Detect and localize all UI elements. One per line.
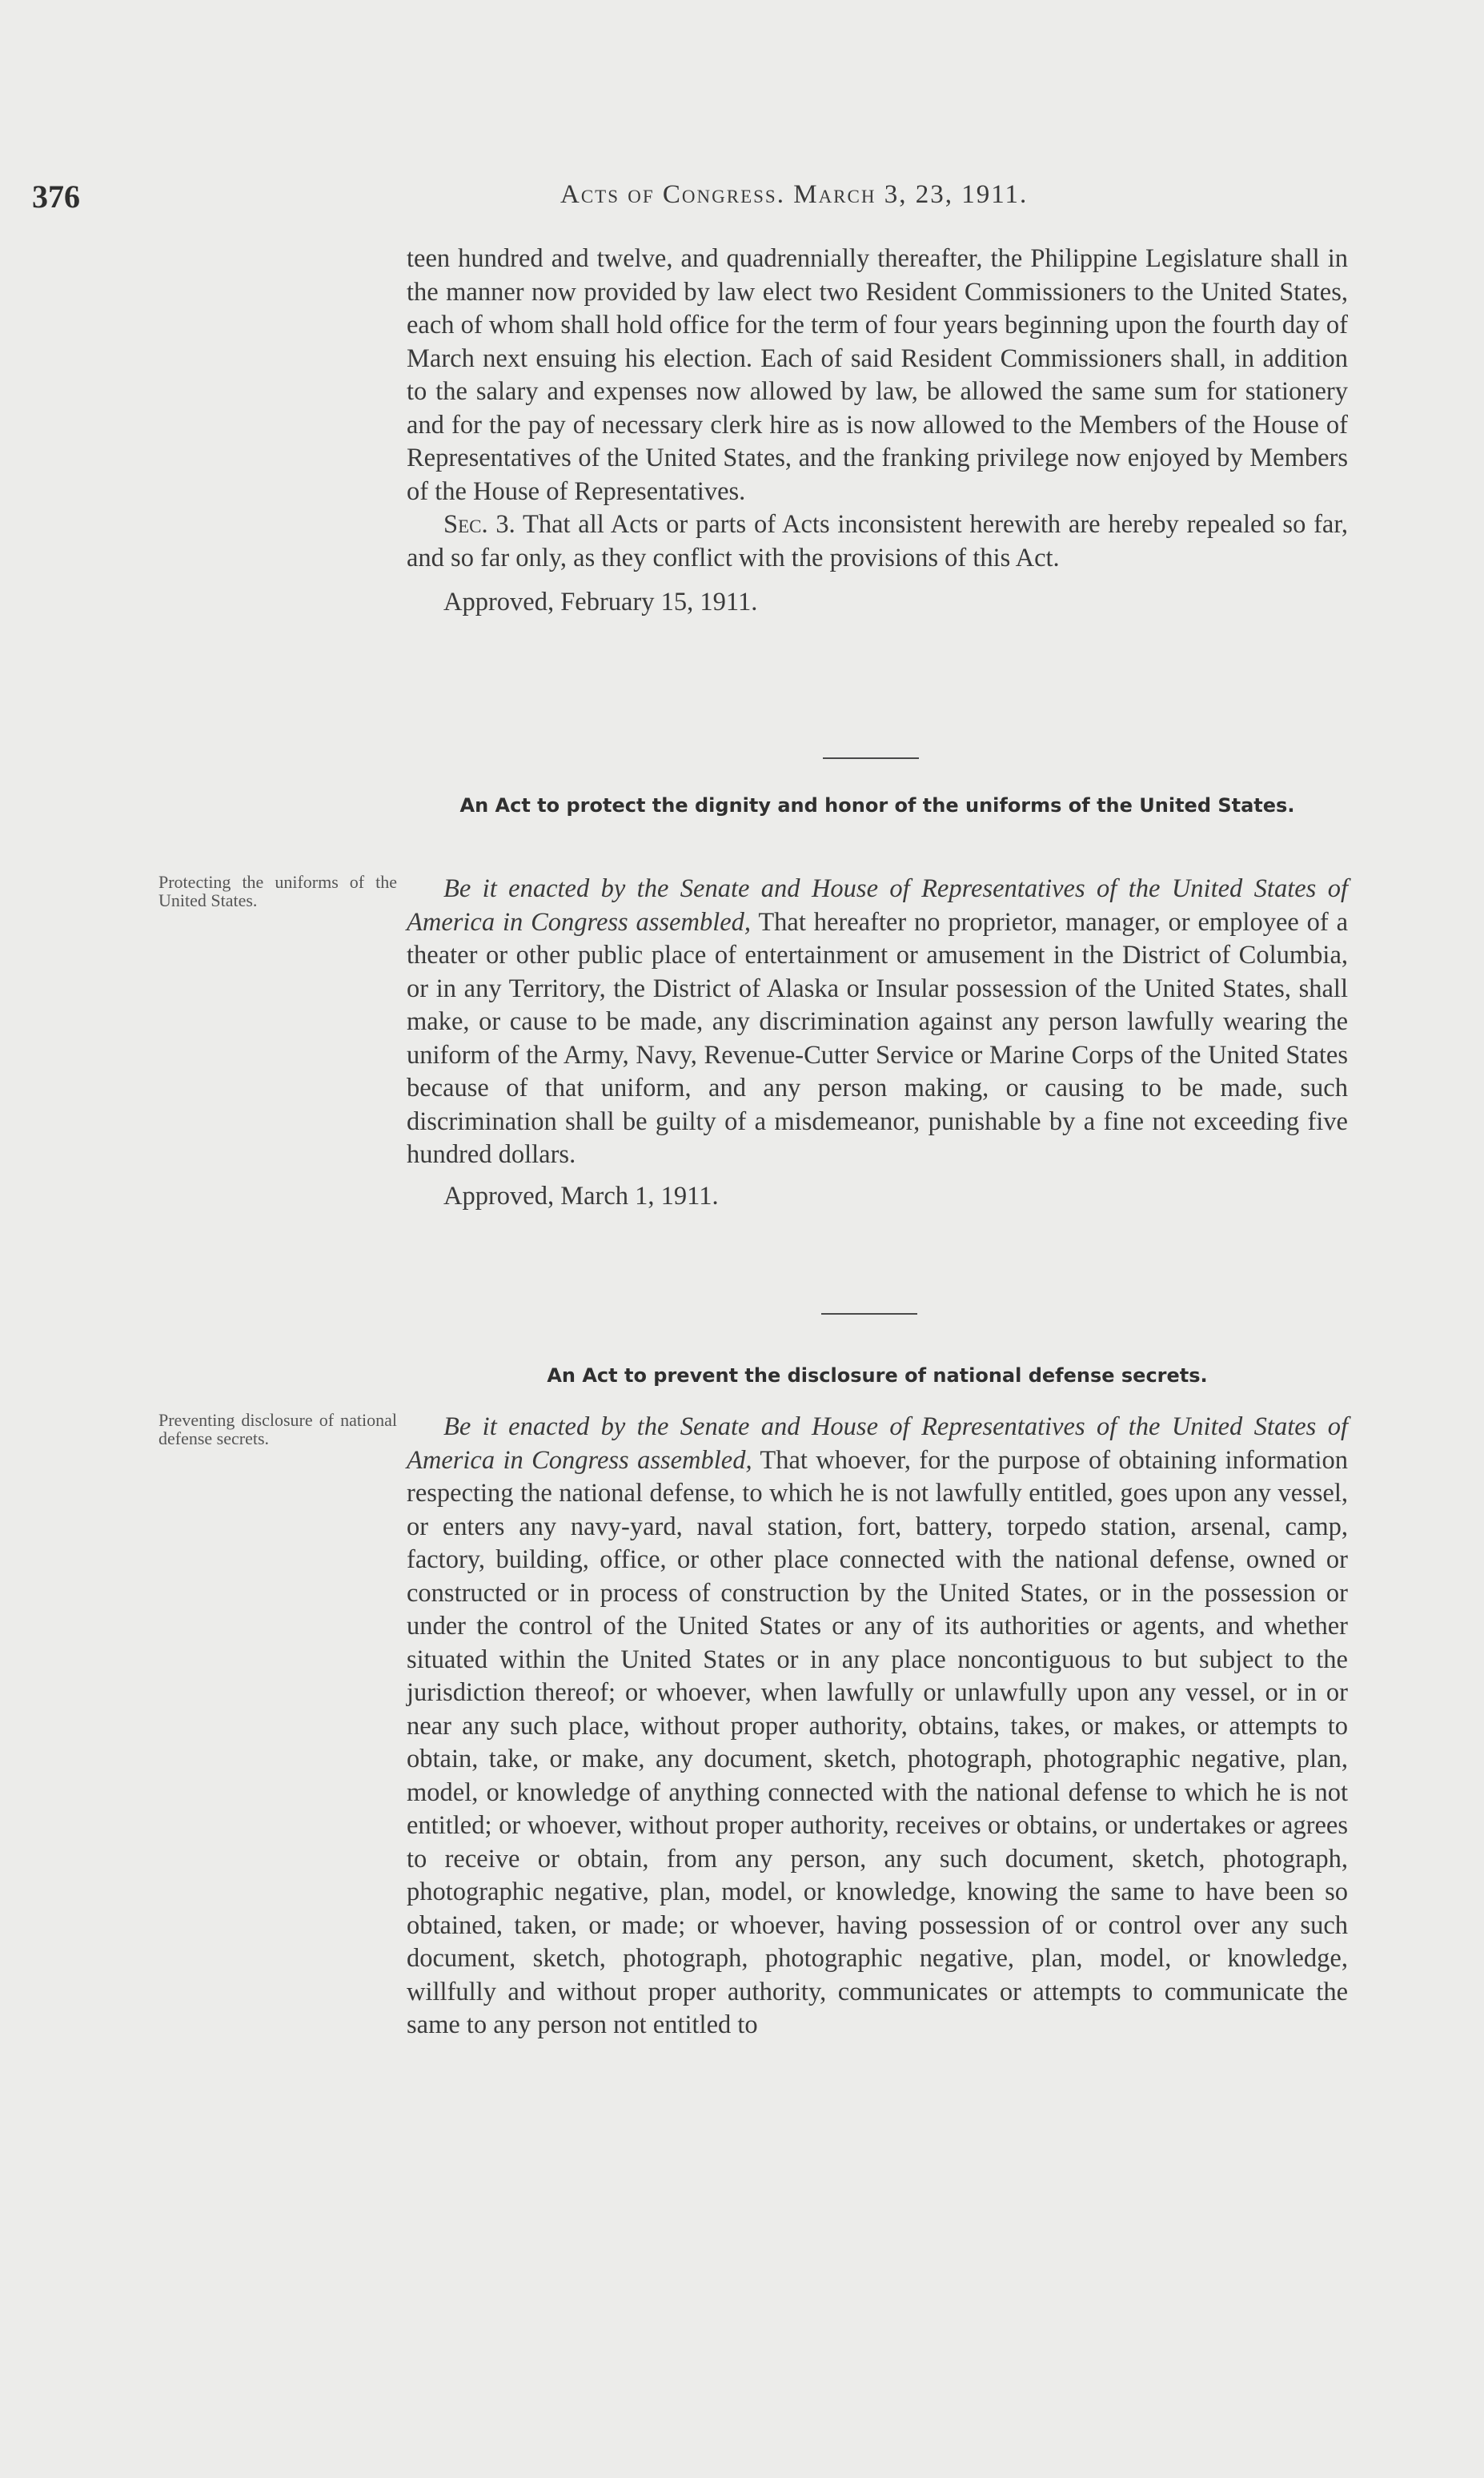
act-defense-paragraph (407, 1411, 1348, 2042)
previous-act-continuation (407, 243, 1348, 620)
continuation-paragraph: teen hundred and twelve, and quadrennially thereafter, the Philippine Legislature shall in the manner now provided by law elect two Resident Commissioners to the United States, each of whom shall hold office for the term of four years beginning upon the fourth day of March next ensuing his election. Each of said Resident Commissioners shall, in addition to the salary and expenses now allowed by law, be allowed the same sum for stationery and for the pay of necessary clerk hire as is now allowed to the Members of the House of Representatives of the United States, and the franking privilege now enjoyed by Members of the House of Representatives. (407, 244, 1348, 506)
act-uniforms-paragraph (407, 873, 1348, 1172)
running-head: Acts of Congress. March 3, 23, 1911. (560, 180, 1029, 209)
act-defense-body (407, 1411, 1348, 2042)
margin-note-defense: Preventing disclosure of national defense secrets. (158, 1410, 397, 1448)
act-uniforms-body (407, 873, 1348, 1213)
section-3-label: Sec. 3. (443, 510, 515, 539)
approval-date-2: Approved, March 1, 1911. (443, 1181, 719, 1211)
approval-date-1: Approved, February 15, 1911. (443, 588, 758, 616)
section-divider (821, 1313, 917, 1315)
act-title-defense: An Act to prevent the disclosure of national defense secrets. (547, 1364, 1208, 1387)
act-title-uniforms: An Act to protect the dignity and honor of the uniforms of the United States. (459, 794, 1295, 817)
page-number: 376 (32, 179, 80, 215)
margin-note-uniforms: Protecting the uniforms of the United States. (158, 872, 397, 910)
section-divider (823, 757, 919, 759)
enacting-clause-defense: Be it enacted by the Senate and House of Representatives of the United States of America in Congress assembled, (407, 1412, 1348, 1475)
section-3-text: That all Acts or parts of Acts inconsistent herewith are hereby repealed so far, and so far only, as they conflict with the provisions of this Act. (407, 510, 1349, 572)
act-defense-text: That whoever, for the purpose of obtaining information respecting the national defense, to which he is not lawfully entitled, goes upon any vessel, or enters any navy-yard, naval station, fort, battery, torpedo station, arsenal, camp, factory, building, office, or other place connected with the national defense, owned or constructed or in process of construction by the United States, or in the possession or under the control of the United States or any of its authorities or agents, and whether situated within the United States or in any place noncontiguous to but subject to the jurisdiction thereof; or whoever, when lawfully or unlawfully upon any vessel, or in or near any such place, without proper authority, obtains, takes, or makes, or attempts to obtain, take, or make, any document, sketch, photograph, photographic negative, plan, model, or knowledge of anything connected with the national defense to which he is not entitled; or whoever, without proper authority, receives or obtains, or undertakes or agrees to receive or obtain, from any person, any such document, sketch, photograph, photographic negative, plan, model, or knowledge, knowing the same to have been so obtained, taken, or made; or whoever, having possession of or control over any such document, sketch, photograph, photographic negative, plan, model, or knowledge, willfully and without proper authority, communicates or attempts to communicate the same to any person not entitled to (407, 1445, 1348, 2039)
act-uniforms-text: That hereafter no proprietor, manager, or employee of a theater or other public place of entertainment or amusement in the District of Columbia, or in any Territory, the District of Alaska or Insular possession of the United States, shall make, or cause to be made, any discrimination against any person lawfully wearing the uniform of the Army, Navy, Revenue-Cutter Service or Marine Corps of the United States because of that uniform, and any person making, or causing to be made, such discrimination shall be guilty of a misdemeanor, punishable by a fine not exceeding five hundred dollars. (407, 907, 1348, 1169)
section-3-paragraph (407, 508, 1348, 575)
enacting-clause-uniforms: Be it enacted by the Senate and House of Representatives of the United States of America in Congress assembled, (407, 874, 1348, 937)
